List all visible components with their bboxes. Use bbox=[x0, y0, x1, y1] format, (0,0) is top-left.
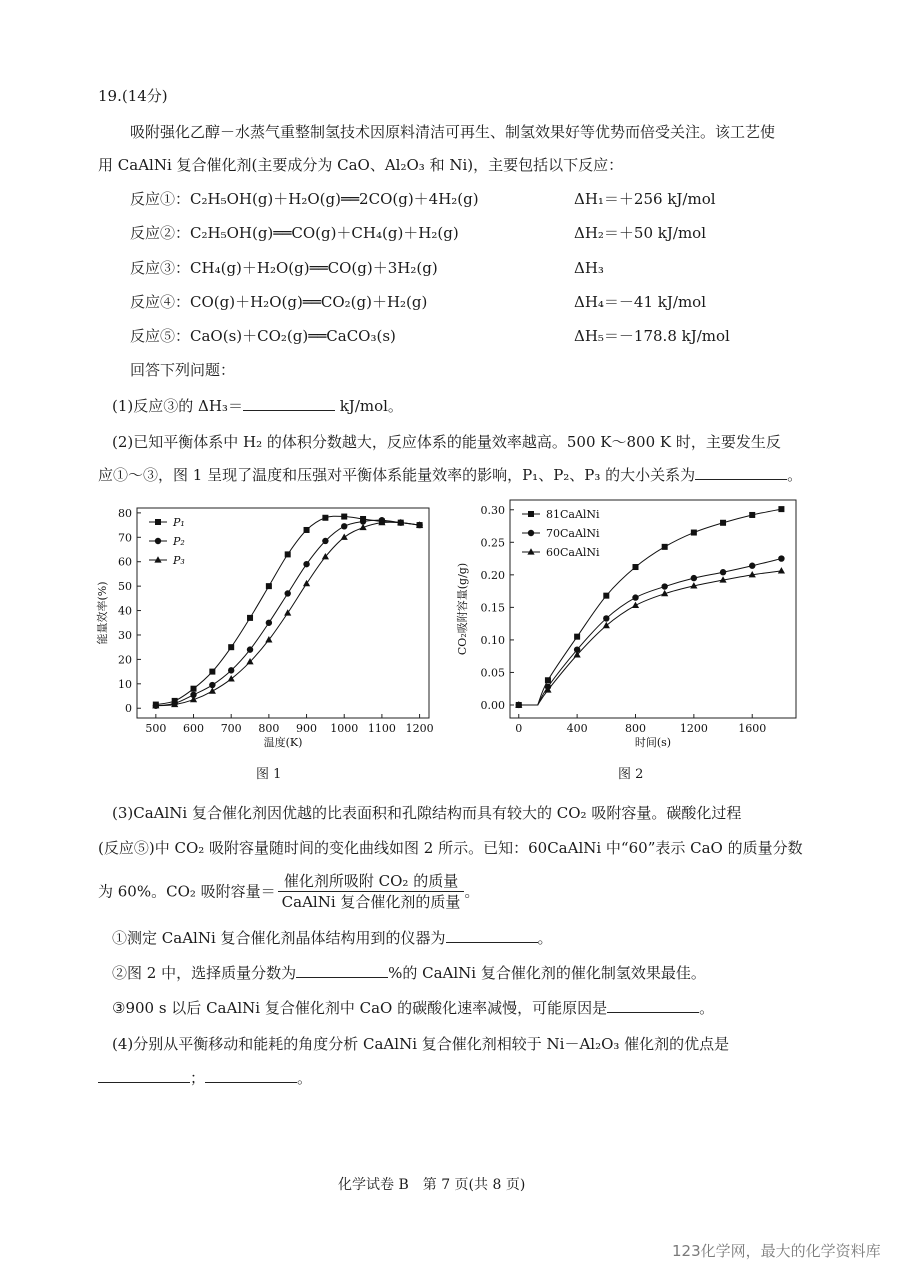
x-tick-label: 1200 bbox=[405, 722, 434, 735]
legend-marker bbox=[527, 548, 534, 554]
reaction-3 bbox=[130, 258, 438, 278]
data-point bbox=[603, 615, 609, 621]
reaction-equation: CaO(s)＋CO₂(g)══CaCO₃(s) bbox=[190, 327, 396, 345]
answer-prompt: 回答下列问题： bbox=[130, 361, 236, 379]
y-tick-label: 0.05 bbox=[480, 666, 505, 680]
reaction-2 bbox=[130, 223, 459, 243]
data-point bbox=[304, 527, 310, 533]
question-3-text: 为 60%。CO₂ 吸附容量＝ bbox=[98, 882, 276, 901]
question-3-1 bbox=[112, 928, 553, 948]
data-point bbox=[341, 514, 347, 520]
series-2 bbox=[516, 555, 785, 708]
data-point bbox=[632, 602, 639, 608]
x-tick-label: 600 bbox=[183, 722, 205, 735]
legend-label: 70CaAlNi bbox=[546, 527, 600, 540]
legend-label: P₁ bbox=[173, 516, 185, 529]
x-tick-label: 700 bbox=[220, 722, 242, 735]
data-point bbox=[209, 669, 215, 675]
x-tick-label: 800 bbox=[624, 722, 646, 735]
legend-marker bbox=[155, 519, 161, 525]
data-point bbox=[303, 561, 309, 567]
question-2-text: 应①～③，图 1 呈现了温度和压强对平衡体系能量效率的影响，P₁、P₂、P₃ 的大小关系为 bbox=[98, 466, 696, 484]
reaction-5 bbox=[130, 326, 396, 346]
data-point bbox=[360, 518, 366, 524]
x-tick-label: 500 bbox=[145, 722, 167, 735]
question-3-line-1: (3)CaAlNi 复合催化剂因优越的比表面积和孔隙结构而具有较大的 CO₂ 吸附容量。碳酸化过程 bbox=[112, 804, 742, 822]
y-axis-label: 能量效率(%) bbox=[96, 581, 109, 645]
answer-blank[interactable] bbox=[243, 396, 335, 411]
data-point bbox=[778, 555, 784, 561]
question-3-3 bbox=[112, 998, 714, 1018]
fraction-numerator: 催化剂所吸附 CO₂ 的质量 bbox=[278, 872, 465, 892]
data-point bbox=[341, 534, 348, 540]
data-point bbox=[266, 620, 272, 626]
data-point bbox=[247, 615, 253, 621]
question-4-end: 。 bbox=[297, 1069, 313, 1087]
data-point bbox=[632, 564, 638, 570]
question-4-line-2 bbox=[98, 1068, 312, 1088]
reaction-label: 反应④： bbox=[130, 293, 191, 311]
x-tick-label: 1100 bbox=[367, 722, 396, 735]
data-point bbox=[266, 583, 272, 589]
answer-blank[interactable] bbox=[296, 963, 388, 978]
question-2-line-2 bbox=[98, 465, 802, 485]
legend-label: P₂ bbox=[173, 535, 185, 548]
legend-label: P₃ bbox=[173, 554, 185, 567]
data-point bbox=[749, 563, 755, 569]
question-3-1-end: 。 bbox=[537, 929, 553, 947]
question-3-2 bbox=[112, 963, 706, 983]
data-point bbox=[778, 506, 784, 512]
data-point bbox=[228, 667, 234, 673]
data-point bbox=[285, 551, 291, 557]
x-tick-label: 1000 bbox=[330, 722, 359, 735]
x-tick-label: 1200 bbox=[679, 722, 708, 735]
reaction-4-enthalpy: ΔH₄＝－41 kJ/mol bbox=[574, 293, 706, 311]
reaction-2-enthalpy: ΔH₂＝＋50 kJ/mol bbox=[574, 224, 706, 242]
reaction-equation: C₂H₅OH(g)══CO(g)＋CH₄(g)＋H₂(g) bbox=[190, 224, 459, 242]
x-tick-label: 400 bbox=[566, 722, 588, 735]
data-point bbox=[228, 675, 235, 681]
y-tick-label: 0.15 bbox=[480, 601, 505, 615]
answer-blank[interactable] bbox=[98, 1068, 190, 1083]
y-tick-label: 0 bbox=[125, 702, 132, 716]
reaction-5-enthalpy: ΔH₅＝－178.8 kJ/mol bbox=[574, 327, 730, 345]
question-4-separator: ； bbox=[190, 1069, 206, 1087]
question-3-2-end: %的 CaAlNi 复合催化剂的催化制氢效果最佳。 bbox=[388, 964, 706, 982]
data-point bbox=[574, 634, 580, 640]
data-point bbox=[691, 530, 697, 536]
legend-marker bbox=[528, 530, 534, 536]
question-1 bbox=[112, 396, 403, 416]
y-tick-label: 0.30 bbox=[480, 503, 505, 517]
y-tick-label: 0.25 bbox=[480, 536, 505, 550]
y-tick-label: 40 bbox=[118, 604, 132, 618]
question-1-text: (1)反应③的 ΔH₃＝ bbox=[112, 397, 243, 415]
answer-blank[interactable] bbox=[205, 1068, 297, 1083]
reaction-label: 反应⑤： bbox=[130, 327, 191, 345]
reaction-equation: C₂H₅OH(g)＋H₂O(g)══2CO(g)＋4H₂(g) bbox=[190, 190, 479, 208]
data-point bbox=[285, 590, 291, 596]
legend-marker bbox=[528, 511, 534, 517]
question-3-3-end: 。 bbox=[699, 999, 715, 1017]
x-axis-label: 温度(K) bbox=[263, 736, 303, 748]
reaction-label: 反应②： bbox=[130, 224, 191, 242]
question-3-3-text: ③900 s 以后 CaAlNi 复合催化剂中 CaO 的碳酸化速率减慢，可能原因是 bbox=[112, 999, 608, 1017]
reaction-equation: CO(g)＋H₂O(g)══CO₂(g)＋H₂(g) bbox=[190, 293, 428, 311]
x-tick-label: 1600 bbox=[738, 722, 767, 735]
question-4-line-1: (4)分别从平衡移动和能耗的角度分析 CaAlNi 复合催化剂相较于 Ni－Al₂O₃ 催化剂的优点是 bbox=[112, 1035, 730, 1053]
reaction-label: 反应③： bbox=[130, 259, 191, 277]
y-axis-label: CO₂吸附容量(g/g) bbox=[456, 562, 469, 656]
data-point bbox=[749, 512, 755, 518]
intro-line-2: 用 CaAlNi 复合催化剂(主要成分为 CaO、Al₂O₃ 和 Ni)，主要包括以下反应： bbox=[98, 156, 624, 174]
data-point bbox=[720, 569, 726, 575]
y-tick-label: 0.10 bbox=[480, 633, 505, 647]
reaction-1-enthalpy: ΔH₁＝＋256 kJ/mol bbox=[574, 190, 716, 208]
question-number: 19.(14分) bbox=[98, 87, 168, 105]
figure-2-chart bbox=[452, 498, 812, 748]
x-tick-label: 900 bbox=[296, 722, 318, 735]
figure-1-chart bbox=[92, 498, 442, 748]
y-tick-label: 0.00 bbox=[480, 698, 505, 712]
x-tick-label: 800 bbox=[258, 722, 280, 735]
data-point bbox=[209, 682, 215, 688]
data-point bbox=[284, 609, 291, 615]
question-3-2-text: ②图 2 中，选择质量分数为 bbox=[112, 964, 297, 982]
data-point bbox=[545, 677, 551, 683]
data-point bbox=[603, 622, 610, 628]
reaction-label: 反应①： bbox=[130, 190, 191, 208]
data-point bbox=[632, 594, 638, 600]
data-point bbox=[691, 575, 697, 581]
data-point bbox=[228, 644, 234, 650]
capacity-fraction bbox=[278, 872, 465, 911]
question-3-end: 。 bbox=[464, 882, 480, 901]
answer-blank[interactable] bbox=[695, 465, 787, 480]
reaction-equation: CH₄(g)＋H₂O(g)══CO(g)＋3H₂(g) bbox=[190, 259, 438, 277]
page-footer: 化学试卷 B 第 7 页(共 8 页) bbox=[338, 1177, 526, 1193]
series-3 bbox=[515, 567, 785, 707]
y-tick-label: 50 bbox=[118, 580, 132, 594]
question-3-line-2: (反应⑤)中 CO₂ 吸附容量随时间的变化曲线如图 2 所示。已知：60CaAlNi 中“60”表示 CaO 的质量分数 bbox=[98, 839, 803, 857]
y-tick-label: 80 bbox=[118, 506, 132, 520]
watermark: 123化学网，最大的化学资料库 bbox=[672, 1242, 881, 1260]
legend-label: 81CaAlNi bbox=[546, 508, 600, 521]
y-tick-label: 20 bbox=[118, 653, 132, 667]
figure-1-caption: 图 1 bbox=[256, 767, 282, 782]
legend-marker bbox=[154, 556, 161, 562]
y-tick-label: 0.20 bbox=[480, 568, 505, 582]
legend-marker bbox=[155, 538, 161, 544]
data-point bbox=[209, 687, 216, 693]
data-point bbox=[603, 593, 609, 599]
series-3 bbox=[152, 519, 423, 709]
data-point bbox=[322, 538, 328, 544]
data-point bbox=[247, 646, 253, 652]
question-3-line-3 bbox=[98, 872, 479, 911]
x-axis-label: 时间(s) bbox=[634, 736, 672, 748]
data-point bbox=[303, 580, 310, 586]
intro-line-1: 吸附强化乙醇－水蒸气重整制氢技术因原料清洁可再生、制氢效果好等优势而倍受关注。该工艺使 bbox=[130, 123, 776, 141]
y-tick-label: 60 bbox=[118, 555, 132, 569]
question-2-line-1: (2)已知平衡体系中 H₂ 的体积分数越大，反应体系的能量效率越高。500 K～800 K 时，主要发生反 bbox=[112, 433, 781, 451]
data-point bbox=[661, 583, 667, 589]
answer-blank[interactable] bbox=[446, 928, 538, 943]
y-tick-label: 10 bbox=[118, 677, 132, 691]
answer-blank[interactable] bbox=[607, 998, 699, 1013]
x-tick-label: 0 bbox=[515, 722, 523, 735]
y-tick-label: 70 bbox=[118, 531, 132, 545]
data-point bbox=[778, 567, 785, 573]
fraction-denominator: CaAlNi 复合催化剂的质量 bbox=[281, 893, 461, 911]
legend-label: 60CaAlNi bbox=[546, 546, 600, 559]
y-tick-label: 30 bbox=[118, 628, 132, 642]
data-point bbox=[662, 544, 668, 550]
reaction-4 bbox=[130, 292, 427, 312]
figure-2-caption: 图 2 bbox=[618, 767, 644, 782]
question-2-end: 。 bbox=[787, 466, 803, 484]
question-1-unit: kJ/mol。 bbox=[334, 397, 403, 415]
data-point bbox=[720, 520, 726, 526]
reaction-1 bbox=[130, 189, 479, 209]
question-3-1-text: ①测定 CaAlNi 复合催化剂晶体结构用到的仪器为 bbox=[112, 929, 446, 947]
data-point bbox=[341, 523, 347, 529]
data-point bbox=[322, 515, 328, 521]
series-line bbox=[519, 559, 782, 705]
reaction-3-enthalpy: ΔH₃ bbox=[574, 259, 604, 277]
data-point bbox=[191, 686, 197, 692]
